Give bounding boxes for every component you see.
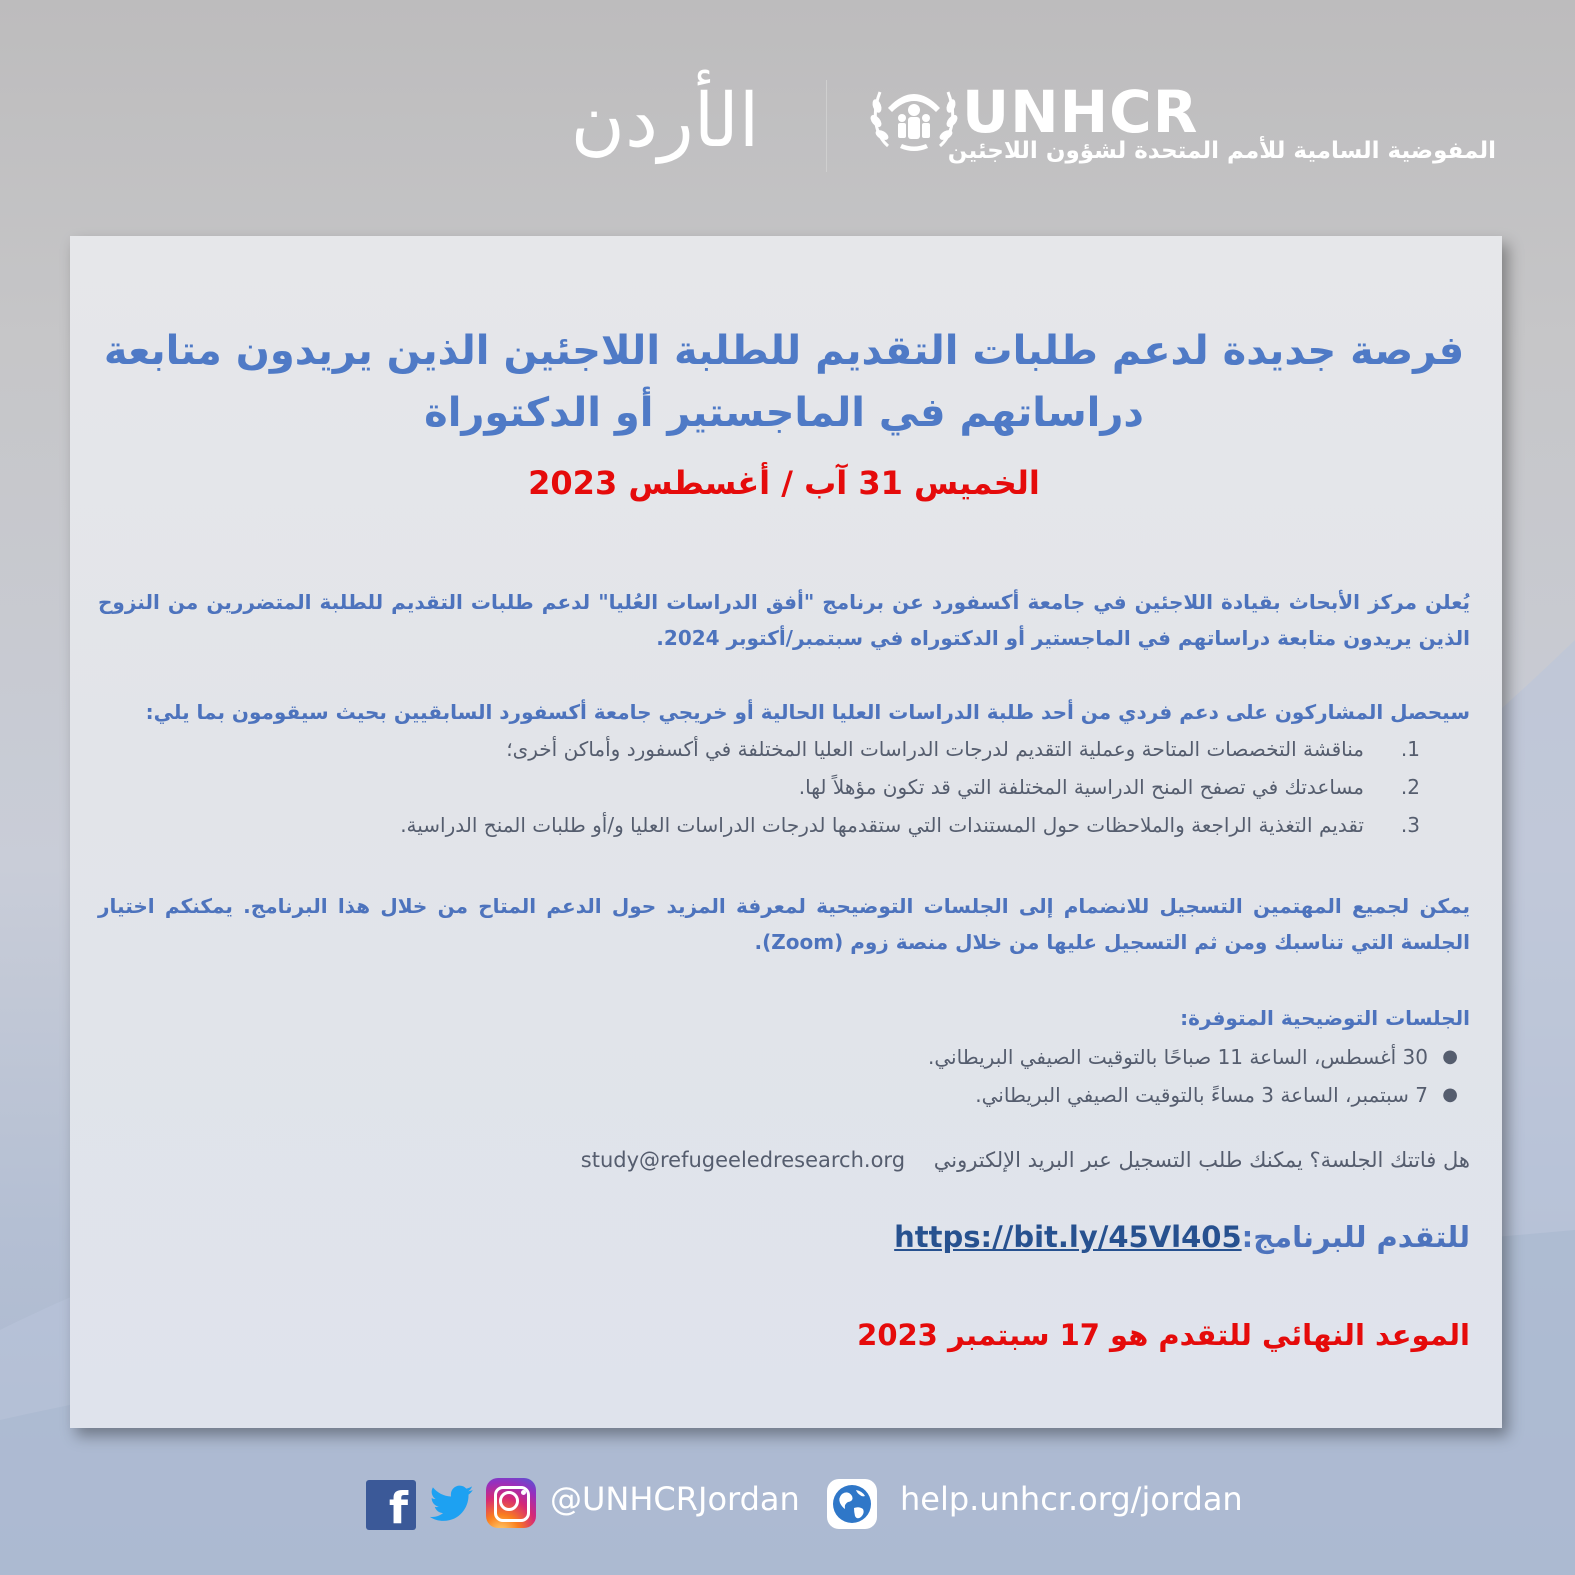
deadline-notice: الموعد النهائي للتقدم هو 17 سبتمبر 2023 — [857, 1318, 1470, 1352]
website-link[interactable]: help.unhcr.org/jordan — [900, 1480, 1243, 1518]
benefits-list — [98, 730, 1420, 844]
intro-paragraph: يُعلن مركز الأبحاث بقيادة اللاجئين في جامعة أكسفورد عن برنامج "أفق الدراسات العُليا" لدعم طلبات التقديم للطلبة المتضررين من النزوح الذين يريدون متابعة دراساتهم في الماجستير أو الدكتوراه في سبتمبر/أكتوبر 2024. — [98, 590, 1470, 650]
session-text: 7 سبتمبر، الساعة 3 مساءً بالتوقيت الصيفي البريطاني. — [975, 1083, 1428, 1107]
facebook-icon[interactable] — [366, 1480, 416, 1530]
announcement-date: الخميس 31 آب / أغسطس 2023 — [528, 464, 1040, 502]
participants-heading: سيحصل المشاركون على دعم فردي من أحد طلبة الدراسات العليا الحالية أو خريجي جامعة أكسفورد السابقيين بحيث سيقومون بما يلي: — [145, 700, 1470, 724]
sessions-heading: الجلسات التوضيحية المتوفرة: — [1180, 1006, 1470, 1030]
unhcr-logo — [870, 76, 1520, 186]
apply-label: للتقدم للبرنامج: — [1241, 1220, 1470, 1254]
header-divider — [826, 80, 827, 172]
register-paragraph: يمكن لجميع المهتمين التسجيل للانضمام إلى الجلسات التوضيحية لمعرفة المزيد حول الدعم المتاح من خلال هذا البرنامج. يمكنكم اختيار الجلسة التي تناسبك ومن ثم التسجيل عليها من خلال منصة زوم (Zoom). — [98, 894, 1470, 954]
list-item-text: مناقشة التخصصات المتاحة وعملية التقديم لدرجات الدراسات العليا المختلفة في أكسفورد وأماكن أخرى؛ — [506, 737, 1364, 761]
missed-session-text: هل فاتتك الجلسة؟ يمكنك طلب التسجيل عبر البريد الإلكتروني — [933, 1148, 1470, 1172]
missed-session-line — [98, 1148, 1470, 1172]
list-item — [98, 806, 1420, 844]
country-name: الأردن — [570, 78, 760, 164]
unhcr-wordmark: UNHCR — [962, 78, 1199, 146]
list-item — [98, 1038, 1458, 1076]
list-item — [98, 768, 1420, 806]
list-item-text: مساعدتك في تصفح المنح الدراسية المختلفة التي قد تكون مؤهلاً لها. — [798, 775, 1364, 799]
unhcr-arabic-name: المفوضية السامية للأمم المتحدة لشؤون اللاجئين — [947, 138, 1496, 164]
bullet-icon: ● — [1442, 1046, 1458, 1067]
apply-line — [98, 1220, 1470, 1254]
list-item-text: تقديم التغذية الراجعة والملاحظات حول المستندات التي ستقدمها لدرجات الدراسات العليا و/أو طلبات المنح الدراسية. — [400, 813, 1364, 837]
session-text: 30 أغسطس، الساعة 11 صباحًا بالتوقيت الصيفي البريطاني. — [928, 1045, 1428, 1069]
list-item — [98, 1076, 1458, 1114]
facebook-glyph: f — [388, 1483, 408, 1530]
header — [0, 0, 1575, 230]
announcement-card — [70, 236, 1502, 1428]
announcement-title — [98, 320, 1470, 444]
list-item — [98, 730, 1420, 768]
apply-link[interactable]: https://bit.ly/45Vl405 — [894, 1220, 1242, 1254]
list-item-number: 3. — [1400, 813, 1420, 837]
list-item-number: 1. — [1400, 737, 1420, 761]
footer — [0, 1462, 1575, 1552]
globe-icon[interactable] — [826, 1478, 878, 1530]
unhcr-emblem-icon — [870, 76, 958, 156]
sessions-list — [98, 1038, 1458, 1114]
twitter-icon[interactable] — [430, 1484, 474, 1524]
list-item-number: 2. — [1400, 775, 1420, 799]
social-handle[interactable]: @UNHCRJordan — [550, 1480, 800, 1518]
bullet-icon: ● — [1442, 1084, 1458, 1105]
title-line-1: فرصة جديدة لدعم طلبات التقديم للطلبة اللاجئين الذين يريدون متابعة — [103, 328, 1465, 374]
instagram-icon[interactable] — [486, 1478, 536, 1528]
contact-email-link[interactable]: study@refugeeledresearch.org — [580, 1148, 906, 1172]
title-line-2: دراساتهم في الماجستير أو الدكتوراة — [424, 390, 1144, 436]
